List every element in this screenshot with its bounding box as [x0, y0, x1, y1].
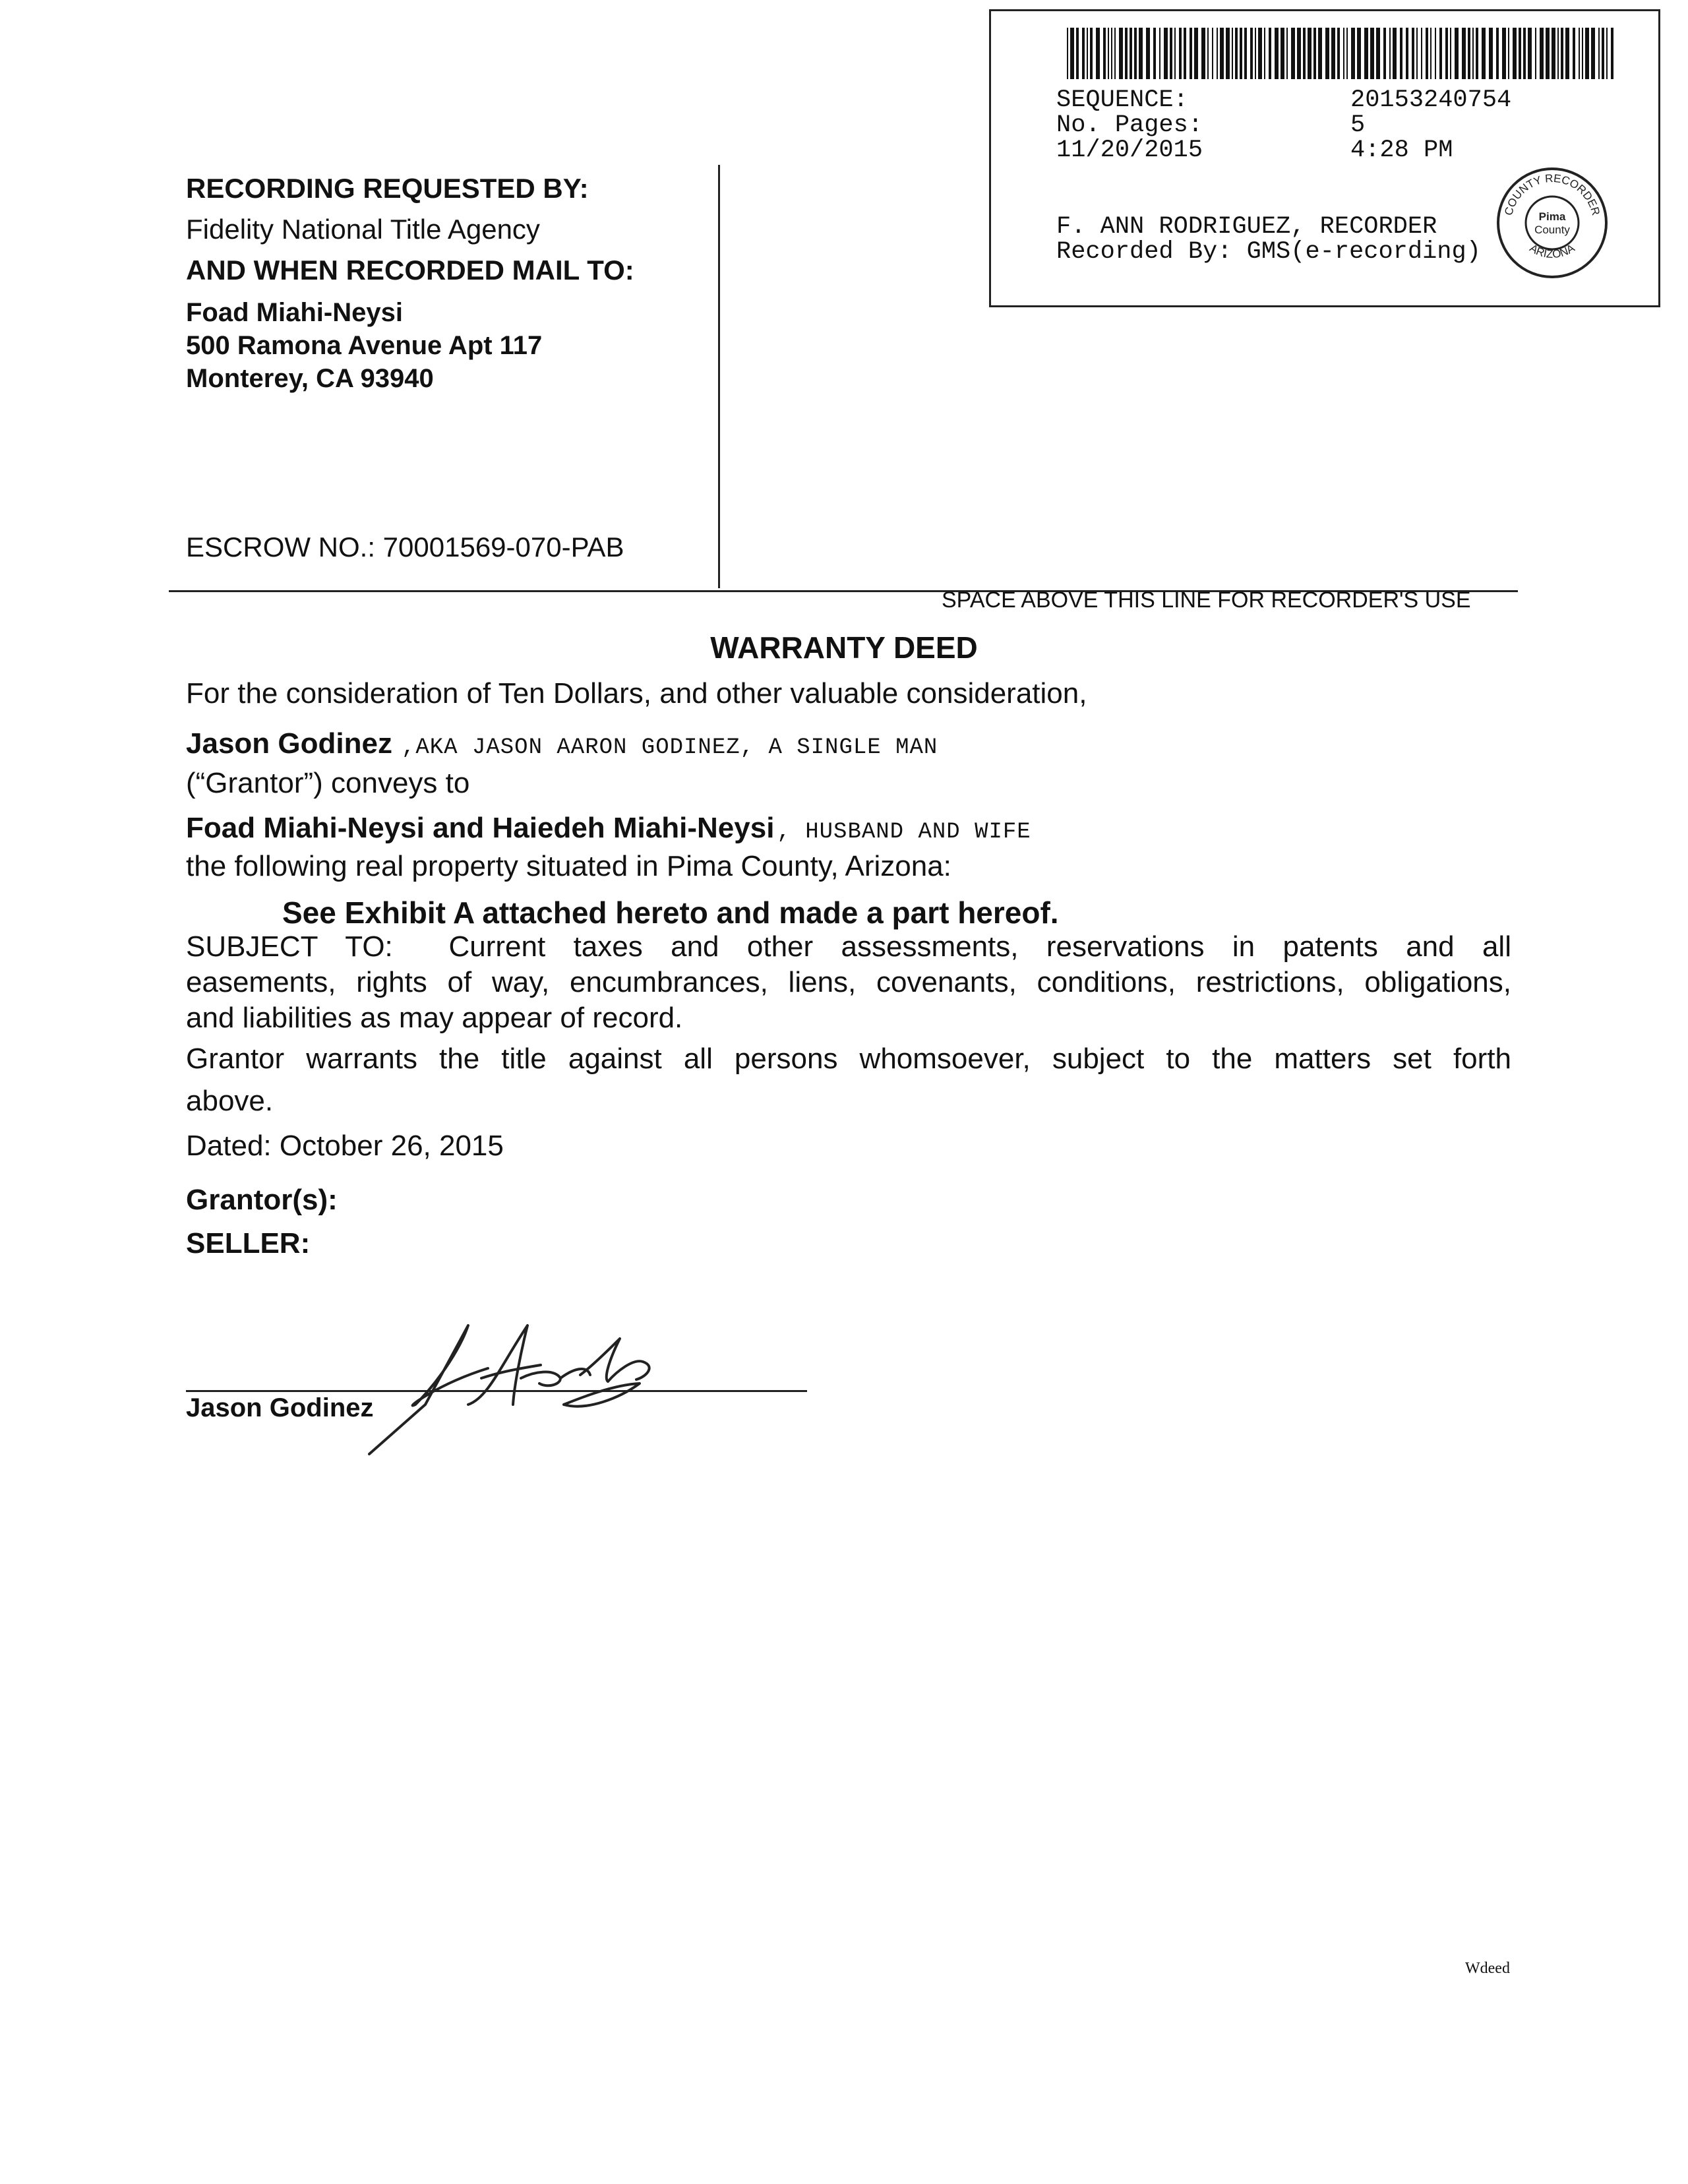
escrow-number: ESCROW NO.: 70001569-070-PAB — [186, 531, 624, 562]
subject-to-line-3: and liabilities as may appear of record. — [186, 1002, 683, 1034]
document-title: WARRANTY DEED — [710, 630, 978, 665]
sequence-value: 20153240754 — [1350, 86, 1512, 114]
warrants-line-2: above. — [186, 1085, 274, 1117]
recorder-name: F. ANN RODRIGUEZ, RECORDER — [1056, 213, 1437, 241]
svg-text:ARIZONA: ARIZONA — [1527, 241, 1577, 261]
recorded-date: 11/20/2015 — [1056, 136, 1203, 164]
sequence-label: SEQUENCE: — [1056, 86, 1188, 114]
header-divider-vertical — [718, 165, 720, 588]
pages-value: 5 — [1350, 111, 1366, 139]
grantors-label: Grantor(s): — [186, 1184, 338, 1216]
pages-label: No. Pages: — [1056, 111, 1203, 139]
svg-text:COUNTY RECORDER: COUNTY RECORDER — [1502, 171, 1602, 217]
grantee-relation: , HUSBAND AND WIFE — [777, 820, 1031, 845]
mail-to-label: AND WHEN RECORDED MAIL TO: — [186, 255, 634, 286]
subject-to-line-1: SUBJECT TO: Current taxes and other assessments, reservations in patents and all — [186, 930, 1511, 963]
warrants-line-1: Grantor warrants the title against all persons whomsoever, subject to the matters set forth — [186, 1043, 1511, 1075]
svg-text:County: County — [1534, 224, 1570, 236]
mail-city: Monterey, CA 93940 — [186, 364, 434, 393]
mail-name: Foad Miahi-Neysi — [186, 298, 403, 327]
svg-text:Pima: Pima — [1538, 210, 1566, 223]
property-line: the following real property situated in Pima County, Arizona: — [186, 850, 951, 882]
signer-name: Jason Godinez — [186, 1393, 374, 1422]
signature-image — [363, 1306, 666, 1457]
grantor-name: Jason Godinez — [186, 727, 392, 760]
form-code: Wdeed — [1465, 1960, 1510, 1977]
requested-by-value: Fidelity National Title Agency — [186, 214, 540, 245]
subject-to-line-2: easements, rights of way, encumbrances, liens, covenants, conditions, restrictions, obligations, — [186, 966, 1511, 998]
space-above-note: SPACE ABOVE THIS LINE FOR RECORDER'S USE — [942, 588, 1471, 613]
county-seal-icon — [1493, 164, 1612, 282]
grantor-aka: ,AKA JASON AARON GODINEZ, A SINGLE MAN — [401, 735, 938, 760]
recorded-time: 4:28 PM — [1350, 136, 1453, 164]
grantee-names: Foad Miahi-Neysi and Haiedeh Miahi-Neysi — [186, 812, 775, 844]
exhibit-reference: See Exhibit A attached hereto and made a part hereof. — [282, 895, 1059, 930]
mail-street: 500 Ramona Avenue Apt 117 — [186, 331, 543, 360]
recording-requested-label: RECORDING REQUESTED BY: — [186, 173, 589, 204]
conveys-line: (“Grantor”) conveys to — [186, 767, 470, 799]
consideration-line: For the consideration of Ten Dollars, and other valuable consideration, — [186, 677, 1087, 710]
dated-line: Dated: October 26, 2015 — [186, 1130, 504, 1162]
recorded-by: Recorded By: GMS(e-recording) — [1056, 238, 1481, 266]
seller-label: SELLER: — [186, 1227, 311, 1259]
barcode-image — [1067, 28, 1617, 79]
